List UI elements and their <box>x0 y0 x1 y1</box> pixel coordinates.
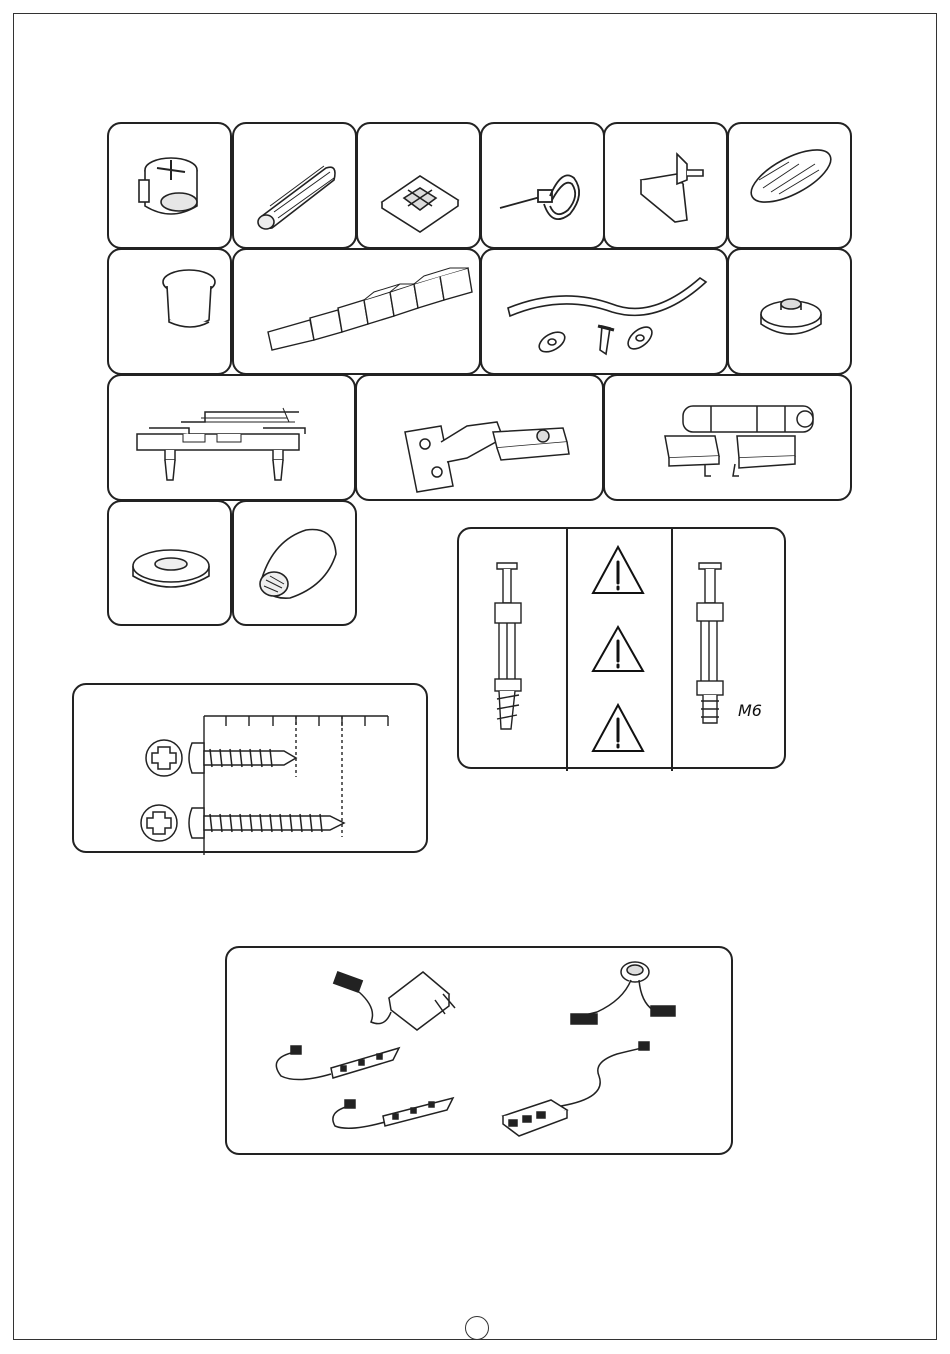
wooden-dowel-tile <box>232 122 357 249</box>
flap-hinge-icon <box>605 376 852 501</box>
bolt-panel-drawing <box>459 529 788 771</box>
ring-spacer-tile <box>107 500 232 626</box>
bumper-tile <box>107 248 232 375</box>
washer-spacer-tile <box>727 248 852 375</box>
felt-pad-icon <box>729 124 852 249</box>
cam-lock-icon <box>109 124 232 249</box>
cable-tie-mount-tile <box>356 122 481 249</box>
shelf-support-icon <box>605 124 728 249</box>
concealed-hinge-tile <box>355 374 604 501</box>
led-strip-light-icon <box>276 1046 399 1080</box>
touch-switch-icon <box>571 962 675 1024</box>
foot-cap-icon <box>234 502 357 626</box>
distribution-box-icon <box>503 1042 649 1136</box>
cable-mount-icon <box>358 124 481 249</box>
flap-hinge-tile <box>603 374 852 501</box>
cable-tie-tile <box>480 122 605 249</box>
shims-icon <box>234 250 481 375</box>
shelf-support-tile <box>603 122 728 249</box>
led-strip-light-icon-2 <box>333 1098 453 1128</box>
ring-spacer-icon <box>109 502 232 626</box>
dowel-icon <box>234 124 357 249</box>
runner-bracket-icon <box>109 376 356 501</box>
shims-tile <box>232 248 481 375</box>
electrical-drawing <box>227 948 735 1157</box>
felt-pad-tile <box>727 122 852 249</box>
screw-gauge-drawing <box>74 685 430 855</box>
screw-short <box>146 740 296 776</box>
power-adapter-icon <box>334 972 455 1030</box>
electrical-panel <box>225 946 733 1155</box>
cam-lock-tile <box>107 122 232 249</box>
handle-icon <box>482 250 728 375</box>
screw-long <box>141 805 344 841</box>
washer-icon <box>729 250 852 375</box>
bumper-icon <box>109 250 232 375</box>
page-number-circle <box>465 1316 489 1340</box>
warning-icons <box>593 547 643 751</box>
bolt-warning-panel <box>457 527 786 769</box>
runner-bracket-tile <box>107 374 356 501</box>
cable-tie-icon <box>482 124 605 249</box>
foot-cap-tile <box>232 500 357 626</box>
handle-set-tile <box>480 248 728 375</box>
hinge-icon <box>357 376 604 501</box>
screw-gauge-panel <box>72 683 428 853</box>
thread-size-label: M6 <box>738 701 762 720</box>
